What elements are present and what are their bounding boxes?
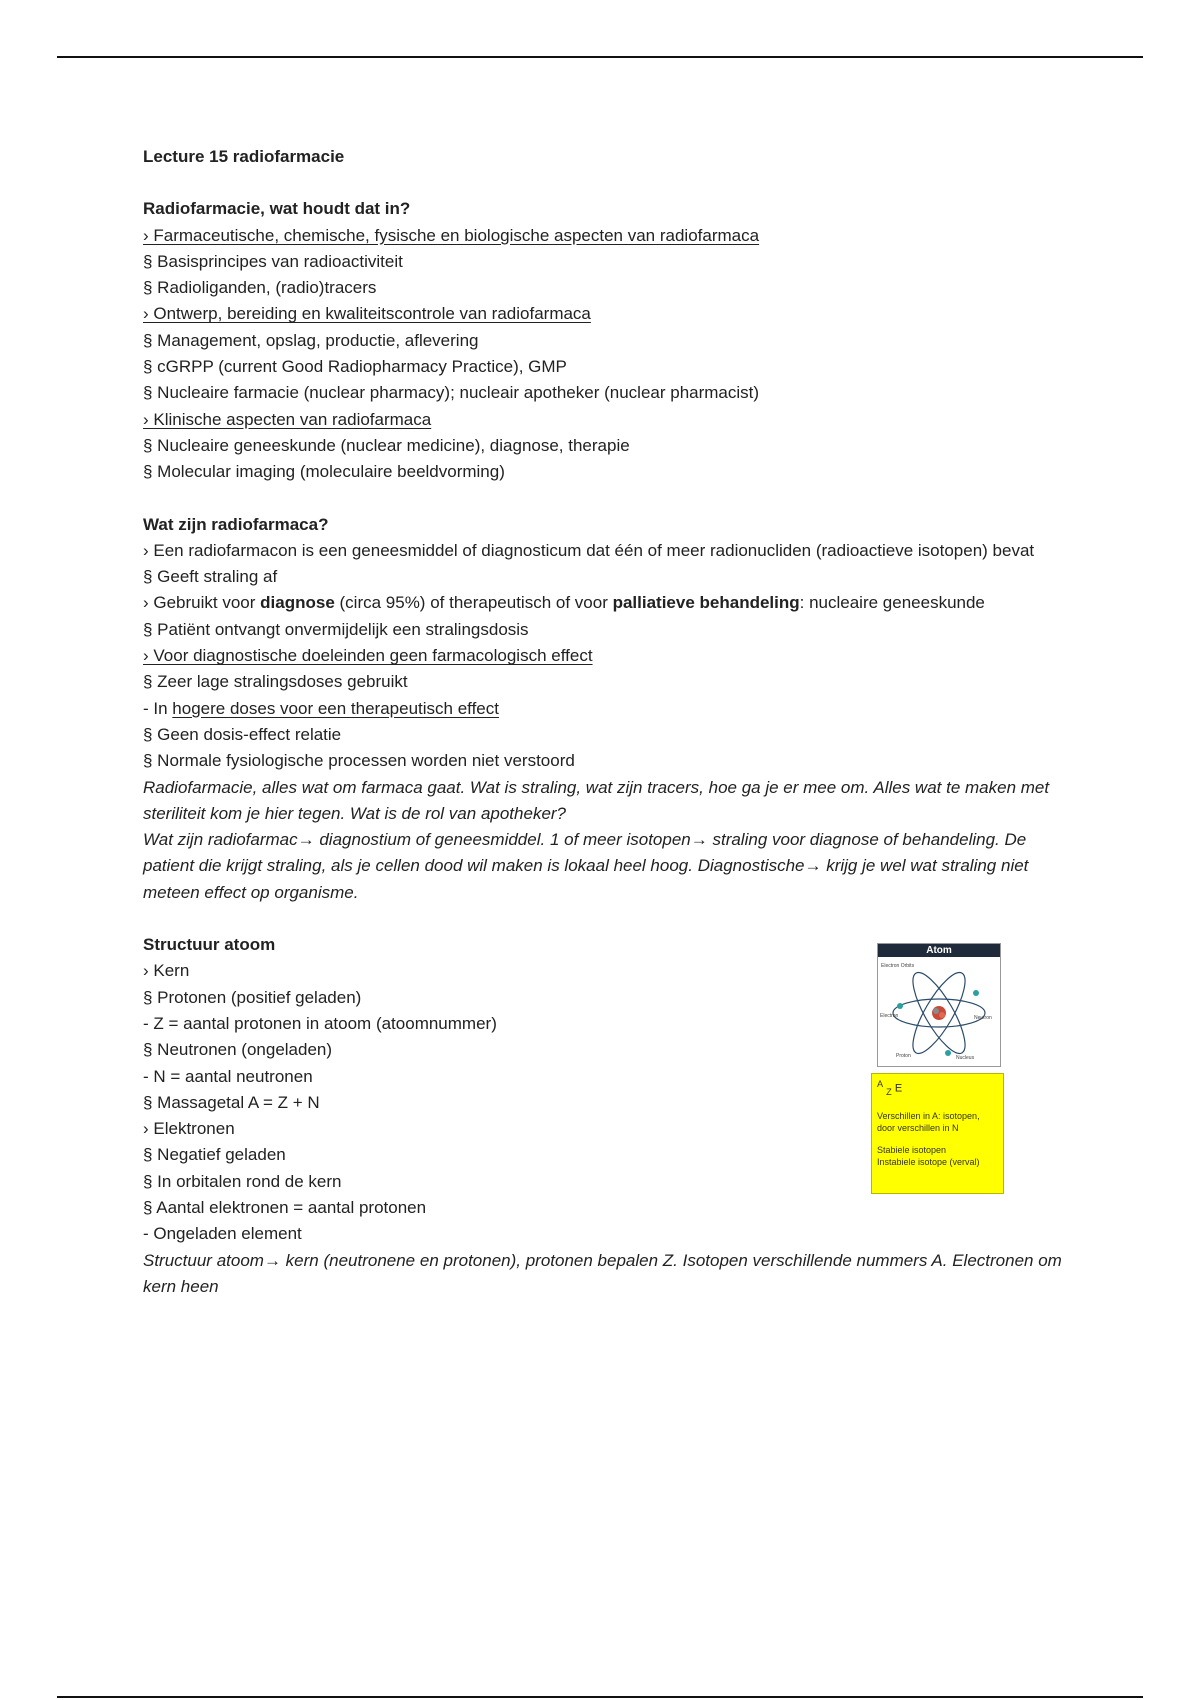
bullet-line: › Farmaceutische, chemische, fysische en biologische aspecten van radiofarmaca	[143, 225, 760, 245]
isotope-note: Stabiele isotopen	[877, 1144, 947, 1155]
bullet-line: § Geeft straling af	[143, 567, 278, 587]
bullet-line: § Management, opslag, productie, aflevering	[143, 330, 479, 350]
bullet-line: § Aantal elektronen = aantal protonen	[143, 1197, 427, 1217]
bullet-line: › Elektronen	[143, 1119, 235, 1139]
emphasis-diagnose: diagnose	[260, 593, 335, 613]
document-title: Lecture 15 radiofarmacie	[143, 147, 345, 166]
bullet-line: › Kern	[143, 961, 190, 981]
bullet-line: › Ontwerp, bereiding en kwaliteitscontrole van radiofarmaca	[143, 304, 591, 324]
bullet-line: § Radioliganden, (radio)tracers	[143, 278, 377, 298]
bullet-line: § In orbitalen rond de kern	[143, 1171, 342, 1191]
footer-rule	[57, 1696, 1143, 1698]
section-heading-radiofarmacie: Radiofarmacie, wat houdt dat in?	[143, 199, 411, 219]
header-rule	[57, 56, 1143, 58]
bullet-line: § Molecular imaging (moleculaire beeldvorming)	[143, 462, 505, 482]
bullet-line: › Voor diagnostische doeleinden geen farmacologisch effect	[143, 646, 593, 666]
bullet-line: § Nucleaire geneeskunde (nuclear medicine), diagnose, therapie	[143, 435, 630, 455]
label-electron-orbits: Electron Orbits	[881, 963, 915, 969]
bullet-line: § Nucleaire farmacie (nuclear pharmacy); nucleair apotheker (nuclear pharmacist)	[143, 383, 760, 403]
bullet-line: - In hogere doses voor een therapeutisch effect	[143, 698, 499, 718]
bullet-line: - Z = aantal protonen in atoom (atoomnummer)	[143, 1013, 497, 1033]
label-nucleus: Nucleus	[956, 1055, 975, 1061]
bullet-line: § Basisprincipes van radioactiviteit	[143, 251, 403, 271]
bullet-line: § Normale fysiologische processen worden niet verstoord	[143, 751, 575, 771]
italic-note: Radiofarmacie, alles wat om farmaca gaat. Wat is straling, wat zijn tracers, hoe ga je er mee om. Alles wat te maken met steriliteit kom je hier tegen. Wat is de rol van apotheker?	[143, 777, 1050, 823]
label-proton: Proton	[896, 1053, 911, 1059]
bullet-line: § Protonen (positief geladen)	[143, 987, 362, 1007]
bullet-line: § Geen dosis-effect relatie	[143, 724, 342, 744]
atom-icon	[878, 957, 1000, 1065]
bullet-line: § cGRPP (current Good Radiopharmacy Practice), GMP	[143, 357, 567, 377]
bullet-line: - N = aantal neutronen	[143, 1066, 313, 1086]
bullet-line: § Zeer lage stralingsdoses gebruikt	[143, 672, 408, 692]
emphasis-palliatieve: palliatieve behandeling	[612, 593, 800, 613]
bullet-line: § Neutronen (ongeladen)	[143, 1040, 333, 1060]
bullet-line: § Massagetal A = Z + N	[143, 1092, 320, 1112]
section-heading-radiofarmaca: Wat zijn radiofarmaca?	[143, 514, 329, 534]
element-symbol: $^A$ $_Z$ E	[877, 1079, 903, 1097]
bullet-line: § Patiënt ontvangt onvermijdelijk een stralingsdosis	[143, 619, 529, 639]
bullet-line: - Ongeladen element	[143, 1224, 302, 1244]
bullet-line: › Een radiofarmacon is een geneesmiddel of diagnosticum dat één of meer radionucliden (radioactieve isotopen) bevat	[143, 540, 1035, 560]
italic-note: Wat zijn radiofarmac→ diagnostium of geneesmiddel. 1 of meer isotopen→ straling voor diagnose of behandeling. De patient die krijgt straling, als je cellen dood wil maken is lokaal heel hoog. Diagnostische→ krijg je wel wat straling niet meteen effect op organisme.	[143, 830, 1029, 902]
italic-note: Structuur atoom→ kern (neutronene en protonen), protonen bepalen Z. Isotopen verschillende nummers A. Electronen om kern heen	[143, 1250, 1062, 1296]
isotope-note: Instabiele isotope (verval)	[877, 1156, 980, 1167]
isotope-note: Verschillen in A: isotopen, door verschillen in N	[877, 1110, 980, 1133]
section-heading-structuur-atoom: Structuur atoom	[143, 935, 276, 955]
bullet-line: § Negatief geladen	[143, 1145, 286, 1165]
label-neutron: Neutron	[974, 1015, 992, 1021]
isotope-notes-box	[871, 1073, 1004, 1194]
atom-diagram-title: Atom	[878, 944, 1000, 957]
atom-diagram	[877, 943, 1001, 1067]
label-electron: Electron	[880, 1013, 899, 1019]
bullet-line: › Klinische aspecten van radiofarmaca	[143, 409, 432, 429]
bullet-line: › Gebruikt voor diagnose (circa 95%) of therapeutisch of voor palliatieve behandeling: nucleaire geneeskunde	[143, 593, 985, 613]
